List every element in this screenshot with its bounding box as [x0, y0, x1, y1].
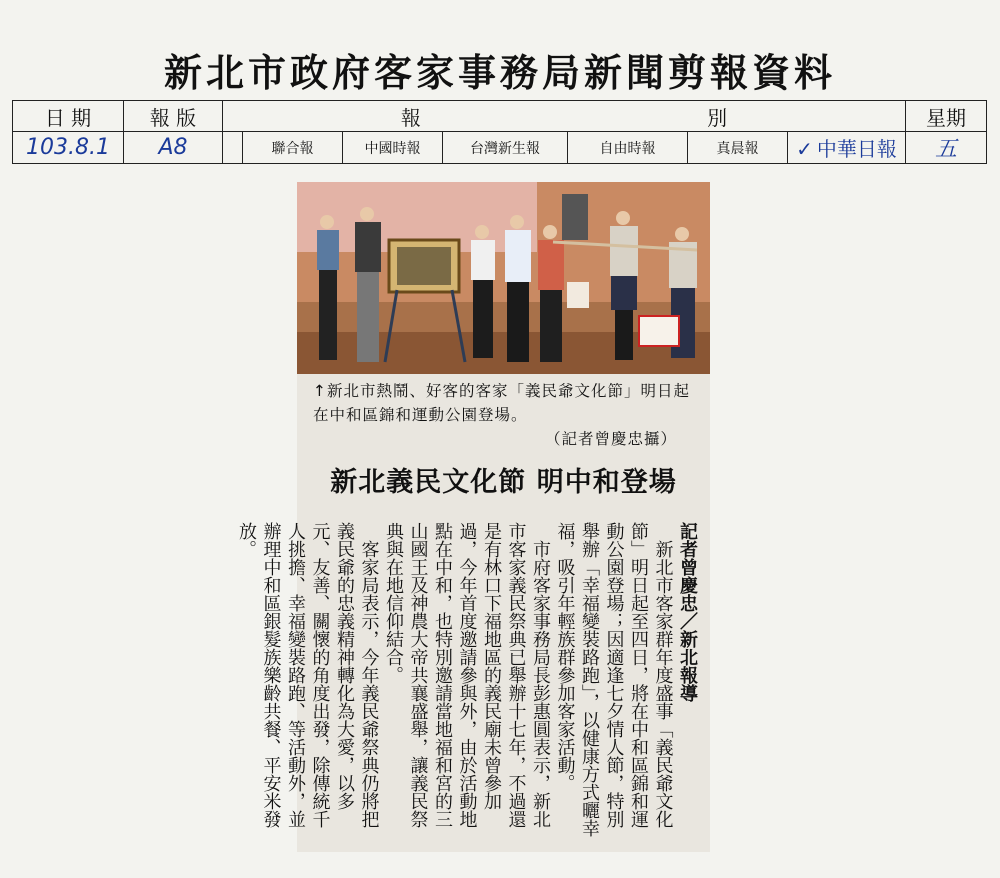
newspaper-label-part2: 別	[707, 105, 728, 130]
photo-caption	[313, 379, 705, 451]
page-title: 新北市政府客家事務局新聞剪報資料	[163, 50, 836, 95]
newspaper-option: 聯合報	[243, 132, 343, 164]
newspaper-option: 自由時報	[568, 132, 688, 164]
newspaper-option-checked	[788, 132, 906, 164]
newspaper-option: 中國時報	[343, 132, 443, 164]
edition-label: 報 版	[124, 101, 223, 132]
newspaper-option: 真晨報	[688, 132, 788, 164]
clipping-info-table	[12, 100, 987, 164]
caption-credit: （記者曾慶忠攝）	[544, 430, 677, 448]
newspaper-label-part1: 報	[400, 105, 421, 130]
newspaper-label	[223, 101, 906, 132]
newspaper-clipping	[236, 182, 710, 852]
date-label: 日 期	[13, 101, 124, 132]
weekday-label: 星期	[906, 101, 987, 132]
edition-value: A8	[124, 132, 223, 164]
event-photo	[297, 182, 710, 374]
article-byline: 記者曾慶忠／新北報導	[677, 522, 698, 702]
article-paragraph: 市府客家事務局長彭惠圓表示，新北市客家義民祭典已舉辦十七年，不過還是有林口下福地區的義民廟未曾參加過，今年首度邀請參與外，由於活動地點在中和，也特別邀請當地福和宮的三山國王及神農大帝共襄盛舉，讓義民祭典與在地信仰結合。	[383, 522, 551, 828]
newspaper-checked-name: 中華日報	[816, 137, 897, 161]
weekday-value: 五	[906, 132, 987, 164]
article-paragraph: 新北市客家群年度盛事「義民爺文化節」明日起至四日，將在中和區錦和運動公園登場；因適逢七夕情人節，特別舉辦「幸福變裝路跑」，以健康方式曬幸福，吸引年輕族群參加客家活動。	[554, 522, 674, 837]
date-value: 103.8.1	[13, 132, 124, 164]
checkmark-icon: ✓	[796, 137, 813, 161]
article-body	[236, 522, 699, 842]
article-paragraph: 客家局表示，今年義民爺祭典仍將把義民爺的忠義精神轉化為大愛，以多元、友善、關懷的角度出發，除傳統千人挑擔、幸福變裝路跑、等活動外，並辦理中和區銀髮族樂齡共餐、平安米發放。	[236, 522, 380, 828]
caption-text: ↑新北市熱鬧、好客的客家「義民爺文化節」明日起在中和區錦和運動公園登場。	[313, 382, 690, 424]
newspaper-option: 台灣新生報	[443, 132, 568, 164]
article-headline: 新北義民文化節 明中和登場	[330, 467, 677, 498]
